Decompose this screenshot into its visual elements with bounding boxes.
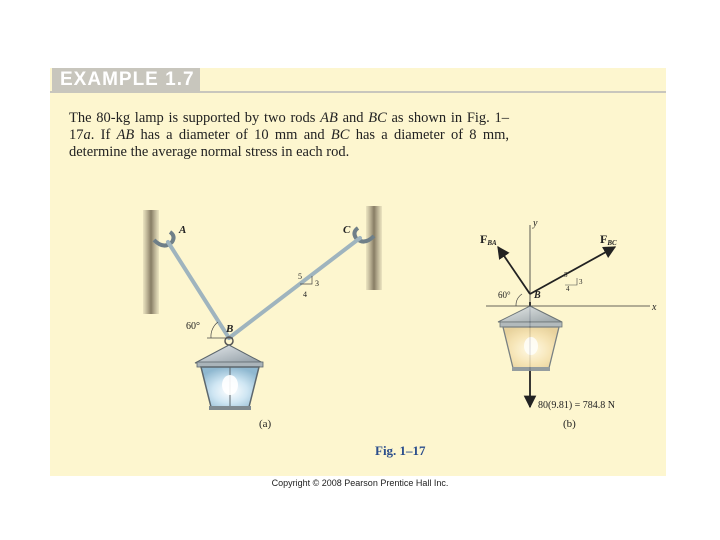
lamp-fbd-icon (498, 306, 562, 371)
angle-arc (211, 322, 218, 338)
slope-3-b: 3 (579, 278, 583, 286)
slope-5-b: 5 (564, 271, 568, 279)
label-b: B (226, 323, 234, 335)
force-ba-arrow (498, 247, 530, 294)
force-bc-arrow (530, 247, 615, 294)
figure-caption: Fig. 1–17 (375, 443, 426, 458)
right-wall (366, 206, 382, 290)
figure-b (480, 218, 657, 430)
caption-a: (a) (259, 418, 272, 430)
angle-label: 60° (186, 321, 200, 332)
slope-3: 3 (315, 279, 319, 288)
force-ba-label: FBA (480, 232, 497, 247)
problem-statement: The 80-kg lamp is supported by two rods AB and BC as shown in Fig. 1–17a. If AB has a diameter of 10 mm and BC has a diameter of 8 mm, determine the average normal stress in each rod. (69, 110, 510, 160)
figure-a (143, 206, 382, 430)
left-wall (143, 210, 159, 314)
angle-label-b: 60° (498, 290, 511, 300)
label-a: A (179, 224, 187, 236)
slope-5: 5 (298, 272, 302, 281)
y-axis-label: y (533, 218, 538, 229)
slope-4-b: 4 (566, 285, 570, 293)
label-c: C (343, 224, 351, 236)
slope-4: 4 (303, 290, 307, 299)
copyright-notice: Copyright © 2008 Pearson Prentice Hall Inc. (271, 478, 449, 488)
weight-label: 80(9.81) = 784.8 N (538, 400, 616, 411)
x-axis-label: x (652, 302, 657, 313)
caption-b: (b) (563, 418, 576, 430)
slope-triangle-b (565, 278, 577, 285)
rod-bc (229, 238, 360, 338)
point-b-label: B (534, 290, 541, 301)
force-bc-label: FBC (600, 232, 617, 247)
example-heading: EXAMPLE 1.7 (52, 68, 200, 92)
lamp-icon (195, 337, 263, 410)
angle-arc-b (516, 294, 522, 306)
